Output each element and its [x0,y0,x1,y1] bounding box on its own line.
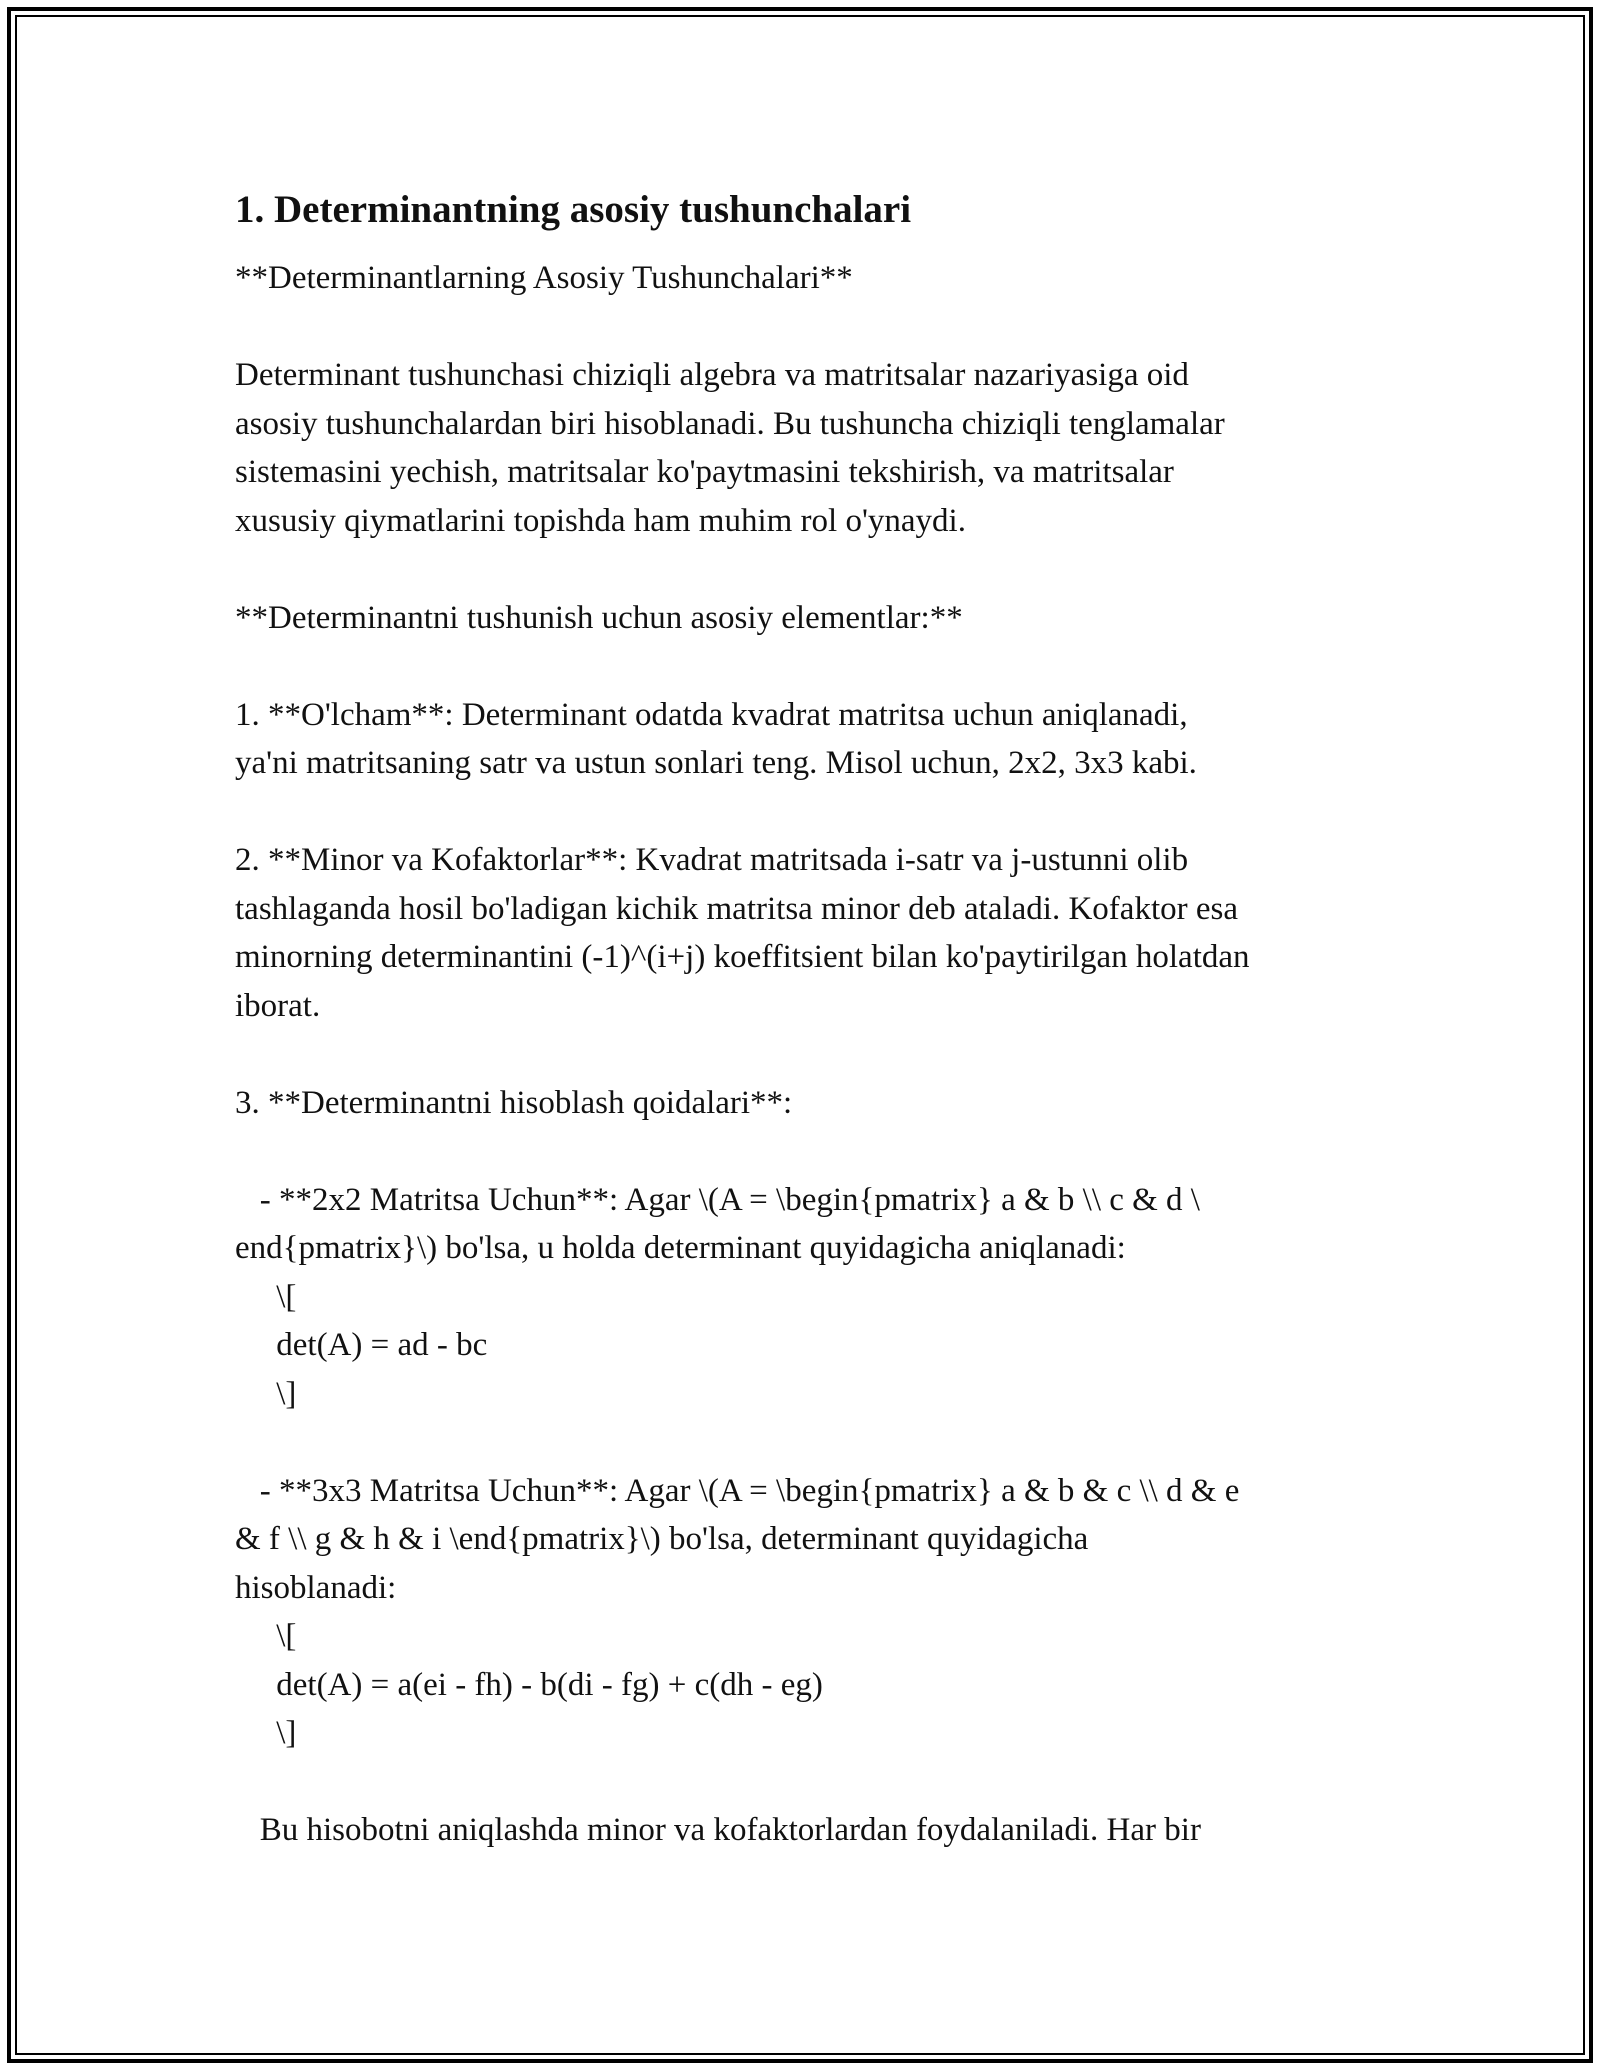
text-line: asosiy tushunchalardan biri hisoblanadi. Bu tushuncha chiziqli tenglamalar [235,405,1225,442]
text-line: ya'ni matritsaning satr va ustun sonlari teng. Misol uchun, 2x2, 3x3 kabi. [235,745,1197,781]
text-line: - **2x2 Matritsa Uchun**: Agar \(A = \begin{pmatrix} a & b \\ c & d \ [235,1181,1200,1218]
text-line: 1. **O'lcham**: Determinant odatda kvadrat matritsa uchun aniqlanadi, [235,696,1188,733]
text-line: iborat. [235,987,321,1024]
blank-line [235,642,1375,691]
text-line: \[ [235,1618,297,1654]
text-line: **Determinantni tushunish uchun asosiy elementlar:** [235,599,963,636]
text-line: Determinant tushunchasi chiziqli algebra va matritsalar nazariyasiga oid [235,357,1189,393]
text-line: - **3x3 Matritsa Uchun**: Agar \(A = \begin{pmatrix} a & b & c \\ d & e [235,1472,1240,1509]
text-line: **Determinantlarning Asosiy Tushunchalari** [235,260,853,296]
text-line: tashlaganda hosil bo'ladigan kichik matritsa minor deb ataladi. Kofaktor esa [235,890,1238,927]
blank-line [235,788,1375,837]
text-line: Bu hisobotni aniqlashda minor va kofaktorlardan foydalaniladi. Har bir [235,1812,1201,1848]
text-line: 2. **Minor va Kofaktorlar**: Kvadrat matritsada i-satr va j-ustunni olib [235,842,1189,878]
text-line: xususiy qiymatlarini topishda ham muhim rol o'ynaydi. [235,502,966,539]
blank-line [235,545,1375,594]
blank-line [235,1127,1375,1176]
document-body [235,186,1375,1855]
blank-line [235,303,1375,352]
text-line: \] [235,1375,297,1412]
text-line: det(A) = ad - bc [235,1327,488,1363]
text-line: & f \\ g & h & i \end{pmatrix}\) bo'lsa, determinant quyidagicha [235,1521,1089,1557]
text-line: \] [235,1715,297,1751]
text-line: sistemasini yechish, matritsalar ko'paytmasini tekshirish, va matritsalar [235,454,1174,490]
text-line: minorning determinantini (-1)^(i+j) koeffitsient bilan ko'paytirilgan holatdan [235,939,1250,975]
section-heading: 1. Determinantning asosiy tushunchalari [235,188,912,231]
blank-line [235,1030,1375,1079]
text-line: hisoblanadi: [235,1569,397,1606]
document-text [235,254,1375,1855]
text-line: end{pmatrix}\) bo'lsa, u holda determinant quyidagicha aniqlanadi: [235,1230,1126,1266]
blank-line [235,1418,1375,1467]
text-line: \[ [235,1278,297,1315]
blank-line [235,1758,1375,1807]
text-line: 3. **Determinantni hisoblash qoidalari**: [235,1084,793,1121]
text-line: det(A) = a(ei - fh) - b(di - fg) + c(dh - eg) [235,1666,823,1703]
